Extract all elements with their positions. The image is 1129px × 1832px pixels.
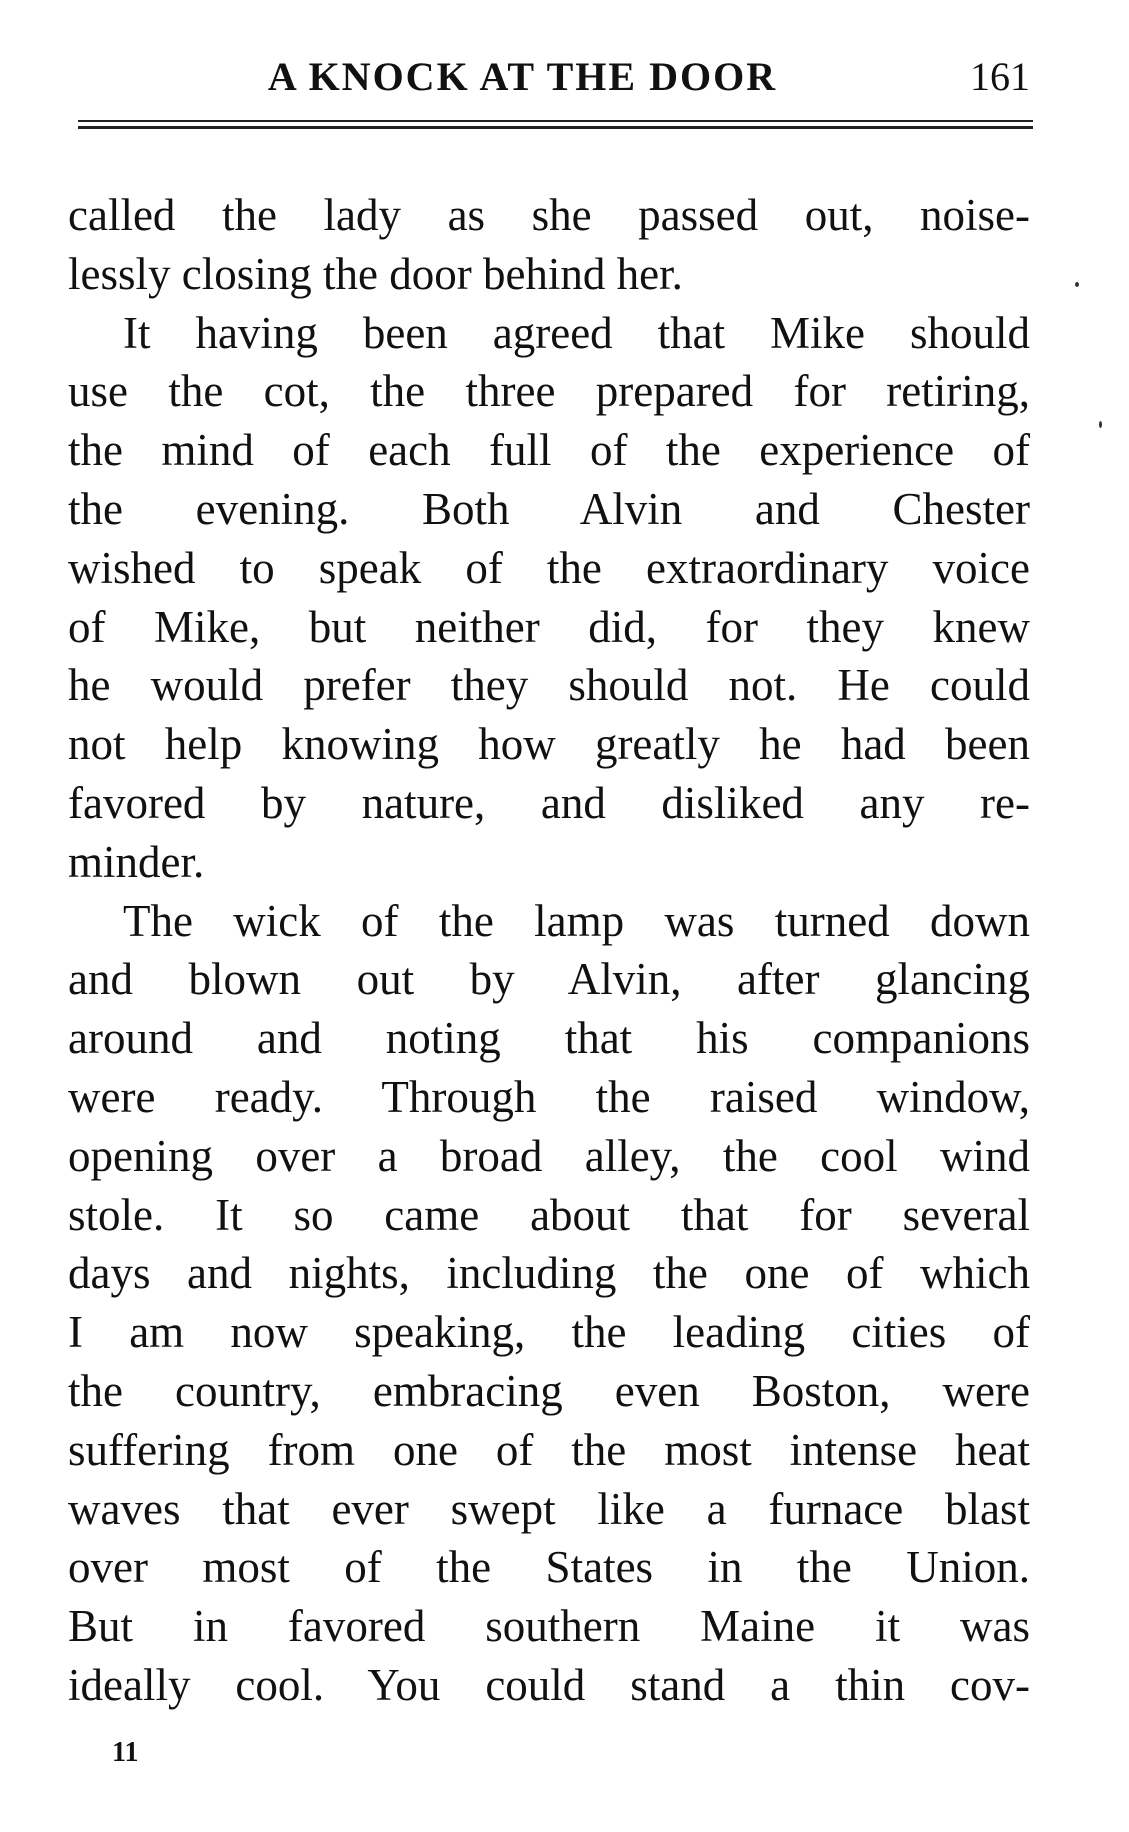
running-title: A KNOCK AT THE DOOR [267, 54, 778, 99]
text-line: favored by nature, and disliked any re- [68, 777, 1030, 828]
header-rule-bottom [78, 126, 1033, 129]
text-line: waves that ever swept like a furnace blast [68, 1483, 1030, 1534]
text-line: opening over a broad alley, the cool wind [68, 1130, 1030, 1181]
text-line: use the cot, the three prepared for retiring, [68, 366, 1030, 417]
text-line: the country, embracing even Boston, were [68, 1365, 1030, 1416]
text-line: over most of the States in the Union. [68, 1542, 1030, 1593]
ink-speck [1075, 282, 1079, 287]
text-line: lessly closing the door behind her. [68, 248, 683, 299]
text-line: the mind of each full of the experience of [68, 425, 1030, 476]
text-line: suffering from one of the most intense heat [68, 1424, 1030, 1475]
ink-speck [1099, 421, 1102, 428]
text-line: and blown out by Alvin, after glancing [68, 954, 1030, 1005]
text-line: The wick of the lamp was turned down [123, 895, 1030, 946]
text-line: It having been agreed that Mike should [123, 307, 1030, 358]
text-line: But in favored southern Maine it was [68, 1601, 1030, 1652]
text-line: called the lady as she passed out, noise- [68, 190, 1030, 240]
page-header [70, 52, 1030, 102]
text-line: he would prefer they should not. He could [68, 660, 1030, 711]
text-line: around and noting that his companions [68, 1013, 1030, 1064]
text-line: the evening. Both Alvin and Chester [68, 483, 1030, 534]
page-number: 161 [970, 54, 1030, 99]
text-line: were ready. Through the raised window, [68, 1071, 1030, 1122]
text-line: days and nights, including the one of which [68, 1248, 1030, 1299]
text-line: not help knowing how greatly he had been [68, 719, 1030, 770]
text-line: wished to speak of the extraordinary voice [68, 542, 1030, 593]
text-line: stole. It so came about that for several [68, 1189, 1030, 1240]
signature-mark: 11 [112, 1737, 139, 1768]
body-text [68, 186, 1030, 1715]
text-line: ideally cool. You could stand a thin cov- [68, 1659, 1030, 1710]
text-line: of Mike, but neither did, for they knew [68, 601, 1030, 652]
header-rule-top [78, 120, 1033, 122]
text-line: minder. [68, 836, 205, 887]
text-line: I am now speaking, the leading cities of [68, 1307, 1030, 1358]
